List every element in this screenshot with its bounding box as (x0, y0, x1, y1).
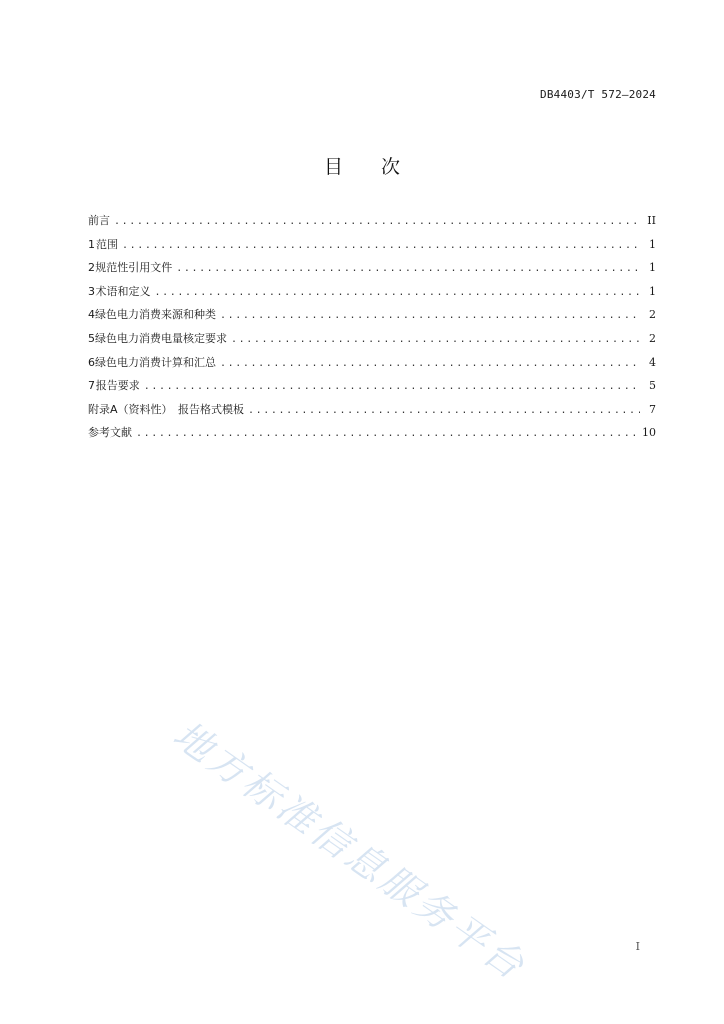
watermark: 地方标准信息服务平台 (165, 712, 535, 990)
toc-entry-page: II (647, 214, 656, 227)
dot-leader (220, 310, 640, 321)
toc-entry-number: 1 (88, 237, 95, 251)
dot-leader (176, 263, 640, 274)
toc-entry-foreword[interactable] (88, 212, 656, 236)
toc-entry-scope[interactable] (88, 236, 656, 260)
dot-leader (231, 334, 640, 345)
toc-entry-sources-types[interactable] (88, 306, 656, 330)
toc-entry-page: 1 (649, 261, 656, 275)
toc-entry-page: 1 (649, 284, 656, 298)
page-number: I (635, 940, 640, 953)
toc-entry-number: 2 (88, 261, 95, 275)
toc-entry-label: 绿色电力消费来源和种类 (95, 308, 216, 322)
toc-entry-page: 4 (649, 355, 656, 369)
toc-entry-page: 2 (649, 331, 656, 345)
toc-entry-calculation-summary[interactable] (88, 354, 656, 378)
toc-entry-page: 1 (649, 237, 656, 251)
toc-entry-label: 绿色电力消费电量核定要求 (95, 331, 227, 345)
toc-entry-normative-references[interactable] (88, 259, 656, 283)
dot-leader (155, 287, 640, 298)
toc-entry-label: 前言 (88, 214, 110, 227)
toc-entry-label: 术语和定义 (95, 284, 151, 298)
title-char-right: 次 (381, 156, 401, 178)
toc-entry-number: 7 (88, 379, 95, 393)
toc-entry-label: 规范性引用文件 (95, 261, 173, 275)
toc-entry-label: 附录A（资料性） 报告格式模板 (88, 402, 245, 416)
dot-leader (136, 428, 636, 439)
toc-entry-number: 5 (88, 331, 95, 345)
dot-leader (144, 381, 640, 392)
toc-entry-label: 绿色电力消费计算和汇总 (95, 355, 216, 369)
toc-entry-page: 7 (649, 402, 656, 416)
dot-leader (114, 216, 640, 227)
toc-entry-number: 6 (88, 355, 95, 369)
toc-entry-page: 10 (642, 426, 656, 440)
dot-leader (248, 405, 640, 416)
dot-leader (122, 240, 640, 251)
title-char-left: 目 (323, 156, 343, 178)
toc-entry-appendix-a[interactable] (88, 401, 656, 425)
toc-entry-label: 参考文献 (88, 426, 132, 440)
toc-entry-page: 5 (649, 379, 656, 393)
toc-entry-verification-requirements[interactable] (88, 330, 656, 354)
toc-entry-number: 3 (88, 284, 95, 298)
page-title (0, 152, 724, 179)
toc-entry-bibliography[interactable] (88, 424, 656, 448)
table-of-contents (88, 212, 656, 448)
document-number: DB4403/T 572—2024 (540, 88, 656, 101)
toc-entry-report-requirements[interactable] (88, 377, 656, 401)
toc-entry-label: 范围 (96, 237, 119, 251)
toc-entry-number: 4 (88, 308, 95, 322)
toc-entry-page: 2 (649, 308, 656, 322)
dot-leader (220, 358, 640, 369)
toc-entry-terms-definitions[interactable] (88, 283, 656, 307)
toc-entry-label: 报告要求 (95, 379, 140, 393)
